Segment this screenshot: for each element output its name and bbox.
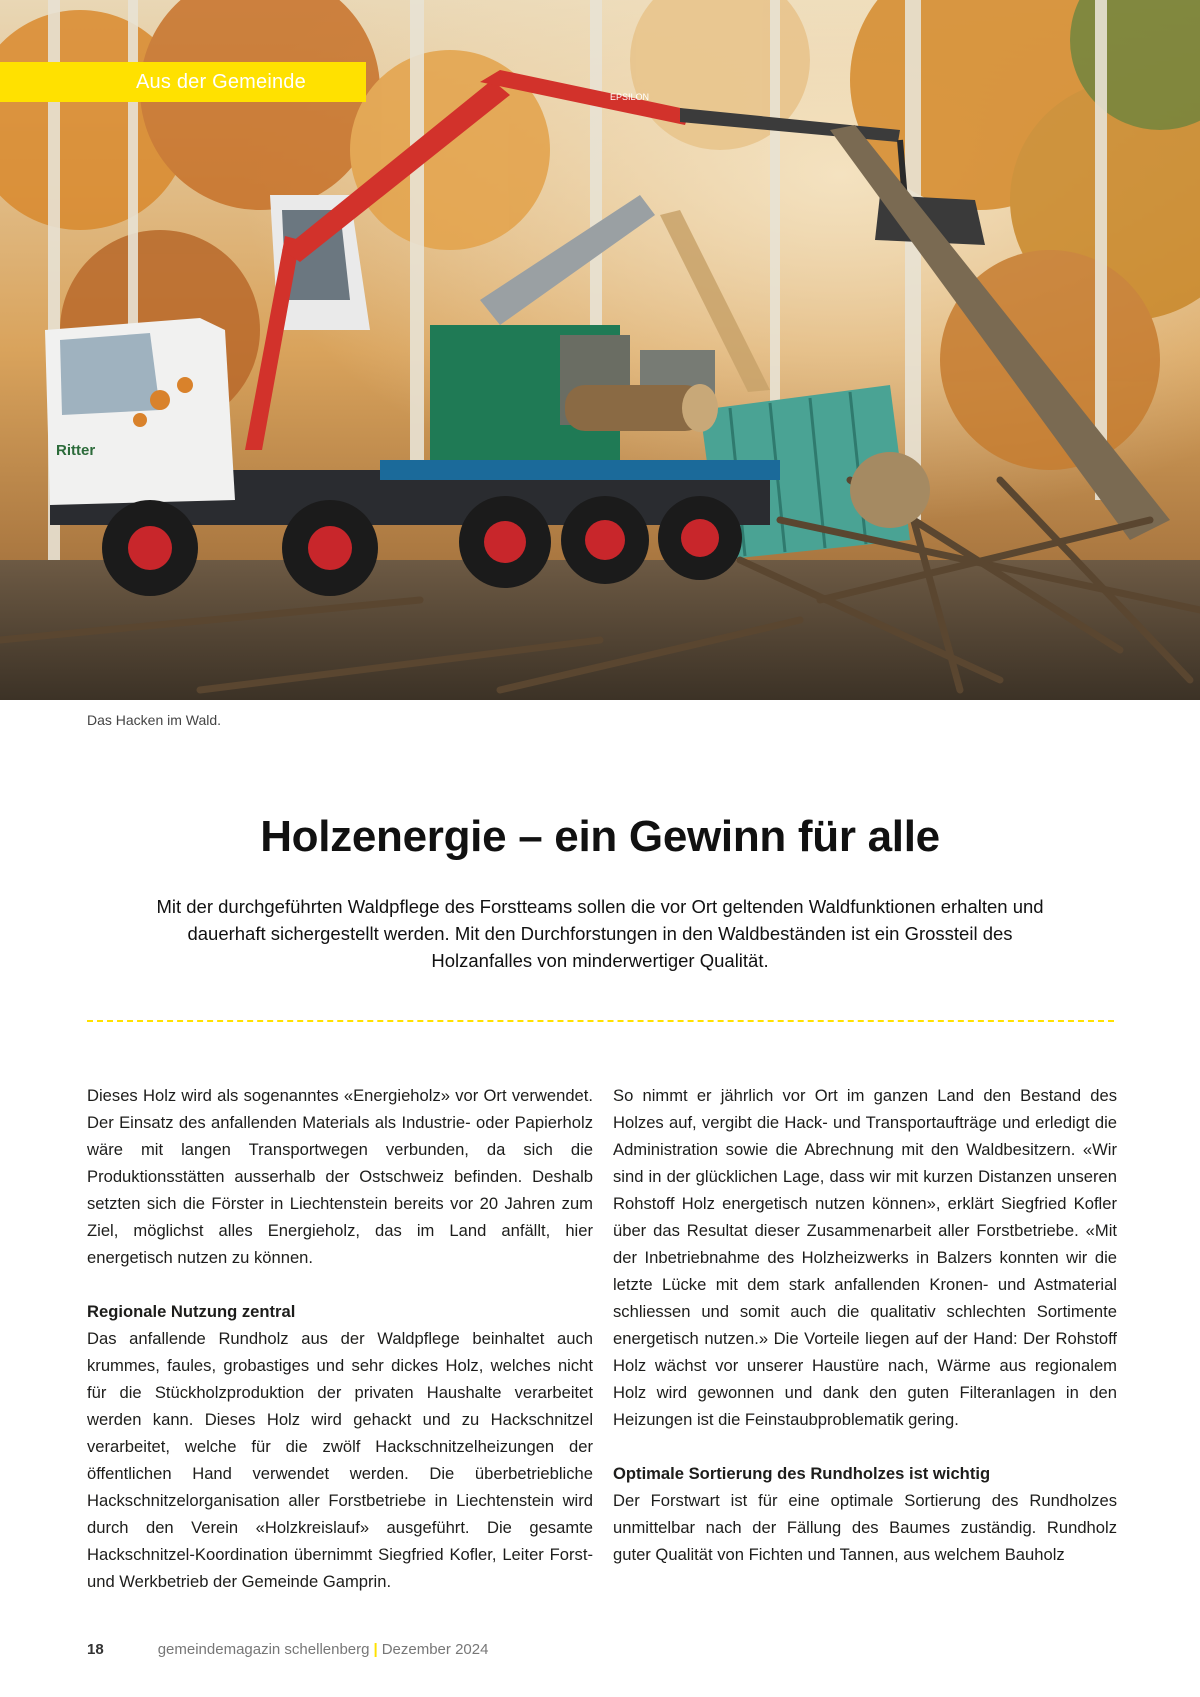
page-number: 18 (87, 1641, 104, 1658)
right-paragraph-1: So nimmt er jährlich vor Ort im ganzen Land den Bestand des Holzes auf, vergibt die Hack- und Transportaufträge und erledigt die Administration sowie die Abrechnung mit den Waldbesitzern. «Wir sind in der glücklichen Lage, dass wir mit kurzen Distanzen unseren Rohstoff Holz energetisch nutzen können», erklärt Siegfried Kofler über das Resultat dieser Zusammenarbeit aller Forstbetriebe. «Mit der Inbetriebnahme des Holzheizwerks in Balzers konnten wir die letzte Lücke mit dem stark anfallenden Kronen- und Astmaterial schliessen und somit auch die qualitativ schlechten Sortimente energetisch nutzen.» Die Vorteile liegen auf der Hand: Der Rohstoff Holz wächst vor unserer Haustüre nach, Wärme aus regionalem Holz wird gewonnen und dank den guten Filteranlagen in den Heizungen ist die Feinstaubproblematik gering. (613, 1086, 1117, 1429)
crane-brand: EPSILON (610, 92, 650, 102)
article-headline: Holzenergie – ein Gewinn für alle (260, 812, 940, 861)
article-lead: Mit der durchgeführten Waldpflege des Forstteams sollen die vor Ort geltenden Waldfunktionen erhalten und dauerhaft sichergestellt werden. Mit den Durchforstungen in den Waldbeständen ist ein Grossteil des Holzanfalles von minderwertiger Qualität. (156, 896, 1044, 971)
photo-caption: Das Hacken im Wald. (87, 712, 222, 728)
left-paragraph-2: Das anfallende Rundholz aus der Waldpflege beinhaltet auch krummes, faules, grobastiges und sehr dickes Holz, welches nicht für die Stückholzproduktion der privaten Haushalte verarbeitet werden kann. Dieses Holz wird gehackt und zu Hackschnitzel verarbeitet, welche für die zwölf Hackschnitzelheizungen der öffentlichen Hand verwendet werden. Die überbetriebliche Hackschnitzelorganisation aller Forstbetriebe in Liechtenstein wird durch den Verein «Holzkreislauf» ausgeführt. Die gesamte Hackschnitzel-Koordination übernimmt Siegfried Kofler, Leiter Forst- und Werkbetrieb der Gemeinde Gamprin. (87, 1329, 593, 1591)
hero-photo (0, 0, 1200, 700)
right-column (613, 1082, 1117, 1568)
footer-separator: | (373, 1641, 378, 1658)
forest-chipper-illustration (0, 0, 1200, 700)
right-paragraph-2: Der Forstwart ist für eine optimale Sortierung des Rundholzes unmittelbar nach der Fällung des Baumes zuständig. Rundholz guter Qualität von Fichten und Tannen, aus welchem Bauholz (613, 1491, 1117, 1564)
subheading-optimale-sortierung: Optimale Sortierung des Rundholzes ist wichtig (613, 1464, 991, 1483)
log-end (850, 452, 930, 528)
publication-name: gemeindemagazin schellenberg (157, 1641, 370, 1658)
left-paragraph-1: Dieses Holz wird als sogenanntes «Energieholz» vor Ort verwendet. Der Einsatz des anfallenden Materials als Industrie- oder Papierholz wäre mit langen Transportwegen verbunden, da sich die Produktionsstätten ausserhalb der Ostschweiz befinden. Deshalb setzten sich die Förster in Liechtenstein bereits vor 20 Jahren zum Ziel, möglichst alles Energieholz, das im Land anfällt, hier energetisch nutzen zu können. (87, 1086, 593, 1267)
issue-date: Dezember 2024 (381, 1641, 489, 1658)
truck-lettering: Ritter (56, 442, 96, 459)
fed-logs (565, 384, 718, 432)
left-column (87, 1082, 593, 1595)
section-tag: Aus der Gemeinde (0, 62, 366, 102)
page-footer (87, 1641, 488, 1658)
subheading-regionale-nutzung: Regionale Nutzung zentral (87, 1302, 296, 1321)
dashed-divider (87, 1020, 1114, 1022)
